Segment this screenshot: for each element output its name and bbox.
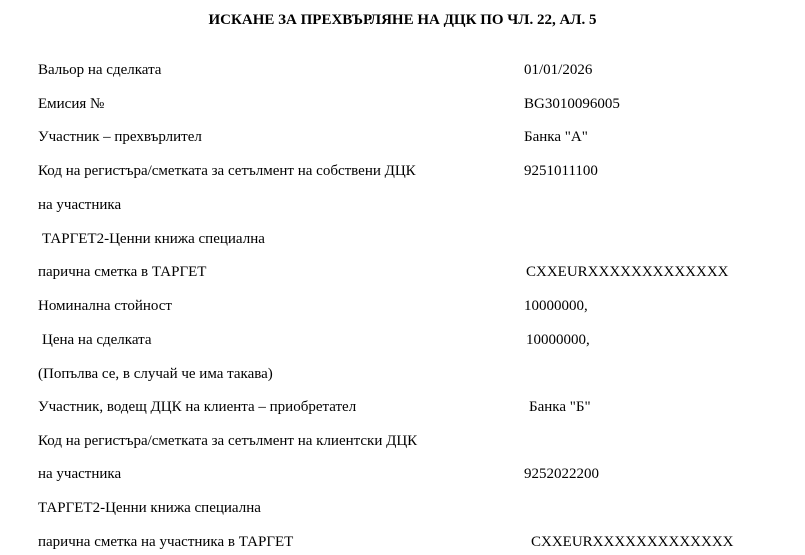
field-row-target2-account-cont — [0, 262, 805, 282]
field-row-client-account-code-cont — [0, 464, 805, 484]
field-row-own-account-code — [0, 161, 805, 181]
field-row-target2-account — [0, 229, 805, 249]
field-row-client-account-code — [0, 431, 805, 451]
field-row-nominal-value — [0, 296, 805, 316]
field-label: Цена на сделката — [42, 332, 152, 348]
field-label: Номинална стойност — [38, 298, 172, 314]
field-label: на участника — [38, 197, 122, 213]
field-row-participant-target2-account-cont — [0, 532, 805, 552]
field-label: Участник – прехвърлител — [38, 129, 202, 145]
field-value: CXXEURXXXXXXXXXXXXX — [531, 534, 734, 550]
field-label: парична сметка в ТАРГЕТ — [38, 264, 207, 280]
field-row-participant-target2-account — [0, 498, 805, 518]
field-value: 10000000, — [526, 332, 590, 348]
field-row-own-account-code-cont — [0, 195, 805, 215]
field-label: Код на регистъра/сметката за сетълмент на клиентски ДЦК — [38, 433, 418, 449]
field-value: Банка "А" — [524, 129, 588, 145]
field-label: парична сметка на участника в ТАРГЕТ — [38, 534, 294, 550]
field-value: CXXEURXXXXXXXXXXXXX — [526, 264, 729, 280]
field-row-acquirer — [0, 397, 805, 417]
field-label: Код на регистъра/сметката за сетълмент на собствени ДЦК — [38, 163, 416, 179]
field-value: 9252022200 — [524, 466, 599, 482]
field-value: Банка "Б" — [529, 399, 591, 415]
field-label: Емисия № — [38, 96, 105, 112]
field-label: ТАРГЕТ2-Ценни книжа специална — [42, 231, 265, 247]
field-row-deal-price — [0, 330, 805, 350]
field-value: 01/01/2026 — [524, 62, 593, 78]
document-title: ИСКАНЕ ЗА ПРЕХВЪРЛЯНЕ НА ДЦК ПО ЧЛ. 22, АЛ. 5 — [208, 12, 597, 28]
field-value: 10000000, — [524, 298, 588, 314]
field-row-transferor — [0, 127, 805, 147]
field-value: BG3010096005 — [524, 96, 620, 112]
field-label: на участника — [38, 466, 122, 482]
field-value: 9251011100 — [524, 163, 598, 179]
field-row-deal-price-note — [0, 364, 805, 384]
field-label: (Попълва се, в случай че има такава) — [38, 366, 273, 382]
field-label: ТАРГЕТ2-Ценни книжа специална — [38, 500, 261, 516]
field-row-issue-number — [0, 94, 805, 114]
field-label: Участник, водещ ДЦК на клиента – приобретател — [38, 399, 357, 415]
field-row-value-date — [0, 60, 805, 80]
field-label: Вальор на сделката — [38, 62, 162, 78]
